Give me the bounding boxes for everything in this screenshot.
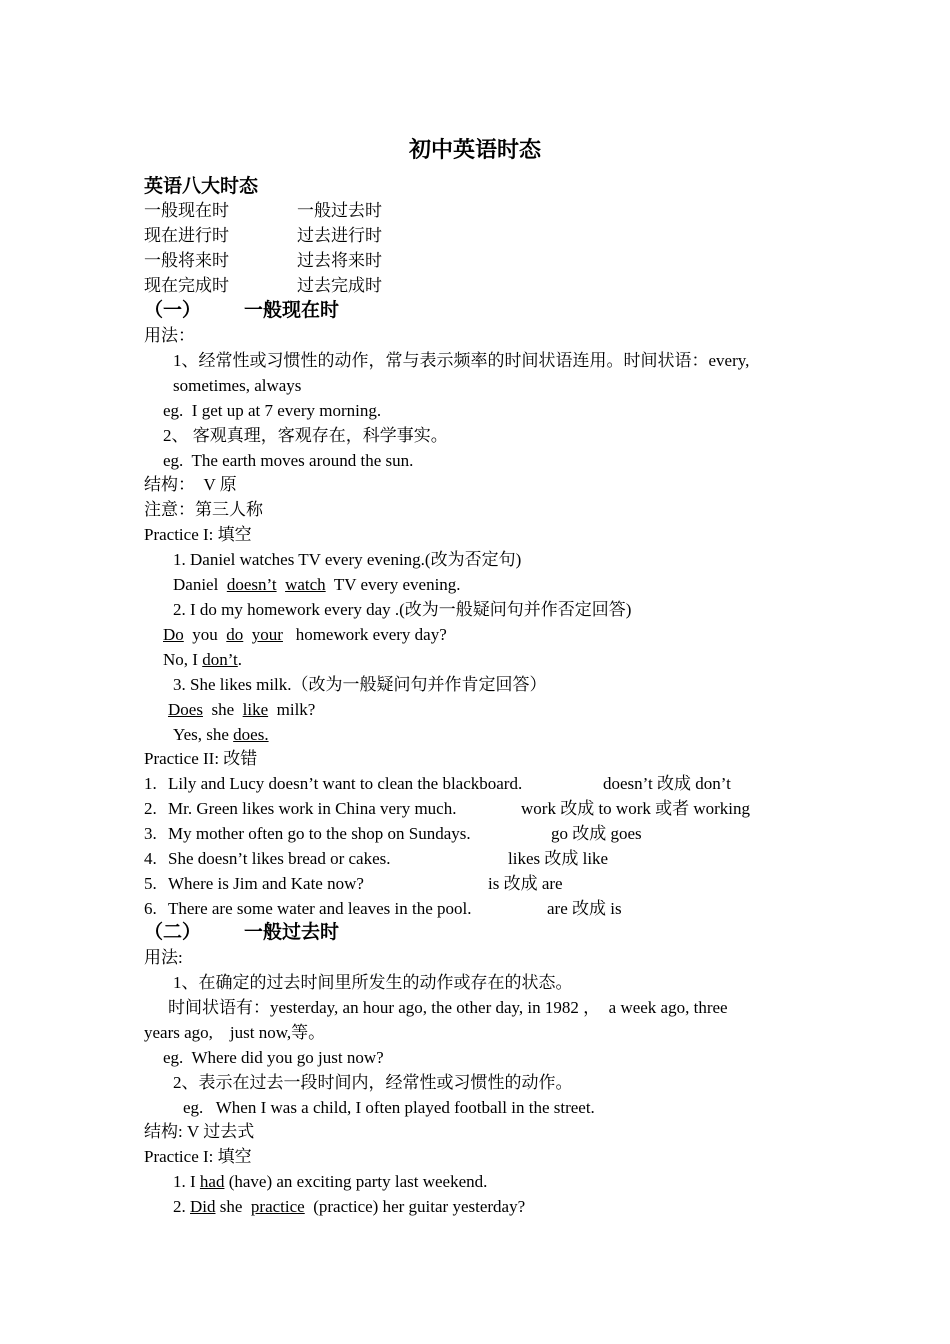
answer-text: Yes, she [173,725,229,744]
s1-usage-1b: sometimes, always [173,376,302,395]
s2-usage-label: 用法: [144,948,183,967]
tense-left-2: 现在进行时 [144,226,229,245]
correction-sentence: My mother often go to the shop on Sundays. [168,824,471,843]
s1-usage-1a: 1、经常性或习惯性的动作，常与表示频率的时间状语连用。时间状语：every, [173,351,750,370]
s1-p1-question-1: 1. Daniel watches TV every evening.(改为否定句) [173,550,522,569]
s1-structure: 结构： V 原 [144,475,237,494]
answer-blank: doesn’t [226,575,277,594]
s1-example-2: eg. The earth moves around the sun. [163,451,414,470]
correction-number: 3. [144,824,157,843]
correction-number: 5. [144,874,157,893]
answer-text: 1. I [173,1172,196,1191]
answer-text: 2. [173,1197,186,1216]
s1-p1-answer-3-reply [173,722,269,747]
tense-right-1: 一般过去时 [297,201,382,220]
s2-time-adverbials-2: years ago, just now,等。 [144,1023,326,1042]
answer-blank: do [226,625,244,644]
s2-p1-question-1 [173,1169,487,1194]
correction-number: 6. [144,899,157,918]
answer-text: (practice) her guitar yesterday? [313,1197,526,1216]
answer-blank: like [242,700,269,719]
s2-example-1: eg. Where did you go just now? [163,1048,384,1067]
s2-usage-1: 1、在确定的过去时间里所发生的动作或存在的状态。 [173,973,573,992]
s1-practice-1-title: Practice I: 填空 [144,525,252,544]
correction-sentence: Lily and Lucy doesn’t want to clean the blackboard. [168,774,523,793]
s2-practice-1-title: Practice I: 填空 [144,1147,252,1166]
answer-blank: Do [163,625,184,644]
answer-text: TV every evening. [333,575,461,594]
answer-text: she [211,700,235,719]
answer-blank: practice [250,1197,305,1216]
s1-practice-2-title: Practice II: 改错 [144,749,258,768]
correction-answer: likes 改成 like [508,849,609,868]
s2-p1-question-2 [173,1194,525,1219]
tense-right-2: 过去进行时 [297,226,382,245]
s1-usage-label: 用法： [144,326,195,345]
correction-answer: are 改成 is [547,899,622,918]
s2-time-adverbials-1: 时间状语有：yesterday, an hour ago, the other day, in 1982 ， a week ago, three [168,998,728,1017]
s1-usage-2: 2、 客观真理，客观存在，科学事实。 [163,426,448,445]
correction-sentence: Mr. Green likes work in China very much. [168,799,457,818]
answer-text: (have) an exciting party last weekend. [228,1172,488,1191]
s1-example-1: eg. I get up at 7 every morning. [163,401,382,420]
correction-answer: go 改成 goes [551,824,642,843]
tense-left-1: 一般现在时 [144,201,229,220]
correction-sentence: There are some water and leaves in the pool. [168,899,472,918]
s1-p1-answer-3 [168,697,315,722]
s2-structure: 结构: V 过去式 [144,1122,255,1141]
section-2-title: 一般过去时 [244,922,340,943]
answer-blank: watch [285,575,326,594]
answer-blank: had [199,1172,225,1191]
answer-blank: Does [168,700,203,719]
answer-text: you [192,625,218,644]
answer-blank: Did [190,1197,216,1216]
correction-number: 4. [144,849,157,868]
s1-note: 注意：第三人称 [144,500,263,519]
correction-answer: doesn’t 改成 don’t [603,774,731,793]
correction-sentence: Where is Jim and Kate now? [168,874,364,893]
answer-blank: your [251,625,283,644]
tense-right-3: 过去将来时 [297,251,382,270]
s1-p1-answer-1 [173,572,461,597]
eight-tenses-heading: 英语八大时态 [144,176,259,197]
answer-text: Daniel [173,575,219,594]
s1-p1-question-2: 2. I do my homework every day .(改为一般疑问句并作否定回答) [173,600,632,619]
s1-p1-answer-2-reply [163,647,242,672]
page-title: 初中英语时态 [408,137,541,162]
correction-sentence: She doesn’t likes bread or cakes. [168,849,391,868]
section-1-number: （一） [144,300,202,321]
s1-p1-answer-2 [163,622,447,647]
s2-example-2: eg. When I was a child, I often played football in the street. [183,1098,595,1117]
answer-text: she [219,1197,243,1216]
tense-left-4: 现在完成时 [144,276,229,295]
answer-text: homework every day? [295,625,447,644]
s1-p1-question-3: 3. She likes milk.（改为一般疑问句并作肯定回答） [173,675,547,694]
s2-usage-2: 2、表示在过去一段时间内，经常性或习惯性的动作。 [173,1073,573,1092]
correction-number: 1. [144,774,157,793]
section-2-number: （二） [144,922,202,943]
correction-answer: is 改成 are [488,874,563,893]
correction-number: 2. [144,799,157,818]
answer-blank: don’t [202,650,238,669]
tense-left-3: 一般将来时 [144,251,229,270]
correction-answer: work 改成 to work 或者 working [521,799,751,818]
answer-text: . [237,650,243,669]
answer-text: No, I [163,650,198,669]
section-1-title: 一般现在时 [244,300,340,321]
tense-right-4: 过去完成时 [297,276,382,295]
answer-text: milk? [276,700,316,719]
answer-blank: does. [233,725,269,744]
